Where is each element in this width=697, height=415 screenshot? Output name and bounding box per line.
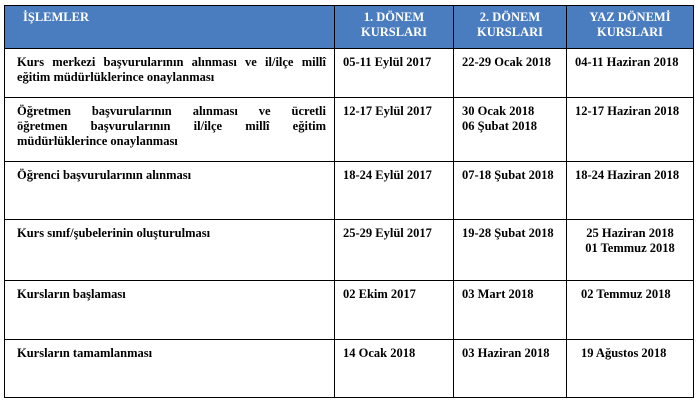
table-row (5, 220, 694, 281)
process-cell (5, 49, 335, 98)
term-1-date-cell (335, 340, 454, 398)
table-row (5, 340, 694, 398)
date-text: 25 Haziran 2018 (586, 226, 674, 240)
date-text: 01 Temmuz 2018 (585, 241, 675, 255)
date-text: 19 Ağustos 2018 (581, 346, 667, 360)
date-text: 12-17 Haziran 2018 (575, 104, 680, 118)
process-line: Öğrenci başvurularının alınması (17, 168, 192, 182)
summer-date-cell (567, 220, 694, 281)
process-line: Öğretmen başvurularının alınması ve ücretli (17, 104, 326, 118)
table-header-row (5, 6, 694, 49)
course-schedule-table (4, 5, 694, 398)
summer-date-cell (567, 49, 694, 98)
date-text: 25-29 Eylül 2017 (343, 226, 432, 240)
process-line: Kurs sınıf/şubelerinin oluşturulması (17, 226, 211, 240)
date-text: 06 Şubat 2018 (462, 119, 538, 133)
header-term-1-line2: KURSLARI (361, 25, 427, 39)
table-row (5, 49, 694, 98)
process-line: Kursların tamamlanması (17, 346, 153, 360)
date-text: 12-17 Eylül 2017 (343, 104, 432, 118)
process-cell (5, 98, 335, 162)
date-text: 30 Ocak 2018 (462, 104, 535, 118)
process-cell (5, 162, 335, 220)
date-text: 03 Mart 2018 (462, 287, 534, 301)
date-text: 02 Temmuz 2018 (581, 287, 671, 301)
date-text: 18-24 Eylül 2017 (343, 168, 432, 182)
term-2-date-cell (454, 340, 567, 398)
date-text: 04-11 Haziran 2018 (575, 55, 679, 69)
term-1-date-cell (335, 220, 454, 281)
summer-date-cell (567, 162, 694, 220)
date-text: 02 Ekim 2017 (343, 287, 416, 301)
date-text: 19-28 Şubat 2018 (462, 226, 554, 240)
summer-date-cell (567, 281, 694, 340)
header-summer-term-line2: KURSLARI (597, 25, 663, 39)
term-1-date-cell (335, 49, 454, 98)
summer-date-cell (567, 98, 694, 162)
header-term-1-line1: 1. DÖNEM (363, 10, 425, 24)
term-2-date-cell (454, 162, 567, 220)
table-row (5, 98, 694, 162)
header-summer-term (567, 6, 694, 49)
header-term-2-line2: KURSLARI (477, 25, 543, 39)
summer-date-cell (567, 340, 694, 398)
term-1-date-cell (335, 98, 454, 162)
date-text: 22-29 Ocak 2018 (462, 55, 551, 69)
header-operations-label: İŞLEMLER (23, 10, 89, 24)
term-2-date-cell (454, 98, 567, 162)
process-cell (5, 281, 335, 340)
date-text: 07-18 Şubat 2018 (462, 168, 554, 182)
term-2-date-cell (454, 220, 567, 281)
process-line: Kurs merkezi başvurularının alınması ve il/ilçe millî (17, 55, 326, 69)
term-2-date-cell (454, 49, 567, 98)
term-2-date-cell (454, 281, 567, 340)
process-line: müdürlüklerince onaylanması (17, 134, 178, 148)
process-cell (5, 220, 335, 281)
date-text: 18-24 Haziran 2018 (575, 168, 680, 182)
date-text: 14 Ocak 2018 (343, 346, 416, 360)
term-1-date-cell (335, 281, 454, 340)
header-summer-term-line1: YAZ DÖNEMİ (589, 10, 671, 24)
table-row (5, 162, 694, 220)
process-cell (5, 340, 335, 398)
header-term-1 (335, 6, 454, 49)
process-line: eğitim müdürlüklerince onaylanması (17, 70, 215, 84)
date-text: 05-11 Eylül 2017 (343, 55, 432, 69)
header-term-2 (454, 6, 567, 49)
table-row (5, 281, 694, 340)
term-1-date-cell (335, 162, 454, 220)
header-operations (5, 6, 335, 49)
process-line: öğretmen başvurularının il/ilçe millî eğitim (17, 119, 326, 133)
process-line: Kursların başlaması (17, 287, 126, 301)
header-term-2-line1: 2. DÖNEM (479, 10, 541, 24)
date-text: 03 Haziran 2018 (462, 346, 550, 360)
